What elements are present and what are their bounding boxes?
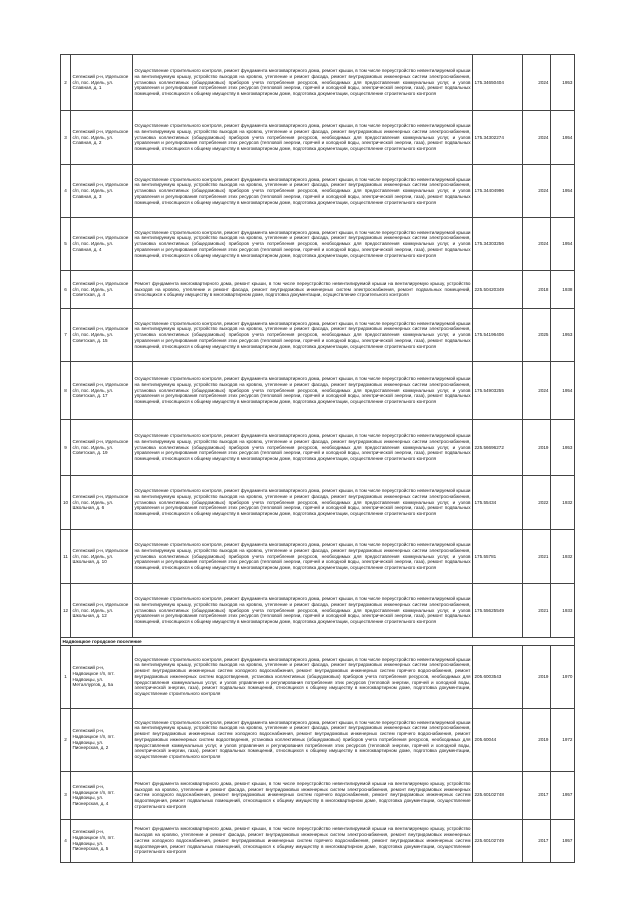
build-year-cell: 1933 <box>551 584 575 638</box>
address-cell: Сегежский р-н, Идельское с/п, пос. Идель, ул. Советская, д. 17 <box>71 362 133 420</box>
table-row <box>61 362 575 420</box>
row-number: 2 <box>61 708 71 771</box>
work-description-cell: Осуществление строительного контроля, ремонт фундамента многоквартирного дома, ремонт крыши, в том числе переустройство невентилируемой крыши на вентилируемую крышу, устройство выходов на кровлю, утепление и ремонт фасада, ремонт внутридомовых инженерных систем электроснабжения, установка коллективных (общедомовых) приборов учета потребления ресурсов, необходимых для предоставления коммунальных услуг, и узлов управления и регулирования потребления этих ресурсов (тепловой энергии, горячей и холодной воды, электрической энергии, газа), ремонт подвальных помещений, относящихся к общему имуществу в многоквартирном доме, подготовка документации, осуществление строительного контроля <box>133 584 473 638</box>
repair-year-cell: 2017 <box>523 771 551 819</box>
row-number: 4 <box>61 819 71 862</box>
address-cell: Сегежский р-н, Надвоицкое г/п, пгт. Надвоицы, ул. Пионерская, д. 2 <box>71 708 133 771</box>
cadastral-number-cell: 205.6003543 <box>473 645 523 708</box>
row-number: 11 <box>61 530 71 584</box>
repair-year-cell: 2025 <box>523 309 551 362</box>
address-cell: Сегежский р-н, Идельское с/п, пос. Идель, ул. Славная, д. 1 <box>71 55 133 111</box>
row-number: 3 <box>61 111 71 165</box>
cadastral-number-cell: 175.55781 <box>473 530 523 584</box>
build-year-cell: 1954 <box>551 362 575 420</box>
work-description-cell: Ремонт фундамента многоквартирного дома, ремонт крыши, в том числе переустройство невентилируемой крыши на вентилируемую крышу, устройство выходов на кровлю, утепление и ремонт фасада, ремонт внутридомовых инженерных систем электроснабжения, ремонт внутридомовых инженерных систем холодного водоснабжения, ремонт внутридомовых инженерных систем горячего водоснабжения, ремонт внутридомовых инженерных систем водоотведения, ремонт подвальных помещений, относящихся к общему имуществу в многоквартирном доме, подготовка документации, осуществление строительного контроля <box>133 819 473 862</box>
work-description-cell: Ремонт фундамента многоквартирного дома, ремонт крыши, в том числе переустройство невентилируемой крыши на вентилируемую крышу, устройство выходов на кровлю, утепление и ремонт фасада, ремонт внутридомовых инженерных систем электроснабжения, ремонт подвальных помещений, относящихся к общему имуществу в многоквартирном доме, подготовка документации, осуществление строительного контроля <box>133 271 473 309</box>
build-year-cell: 1972 <box>551 708 575 771</box>
cadastral-number-cell: 175.34650404 <box>473 55 523 111</box>
row-number: 6 <box>61 271 71 309</box>
row-number: 9 <box>61 420 71 476</box>
section-title: Надвоицкое городское поселение <box>61 638 575 646</box>
table-row <box>61 771 575 819</box>
cadastral-number-cell: 225.50420349 <box>473 271 523 309</box>
address-cell: Сегежский р-н, Надвоицкое г/п, пгт. Надвоицы, ул. Металлургов, д. 5а <box>71 645 133 708</box>
section-header <box>61 638 575 646</box>
build-year-cell: 1932 <box>551 530 575 584</box>
address-cell: Сегежский р-н, Идельское с/п, пос. Идель, ул. Школьная, д. 6 <box>71 476 133 530</box>
table-row <box>61 55 575 111</box>
address-cell: Сегежский р-н, Надвоицкое г/п, пгт. Надвоицы, ул. Пионерская, д. 5 <box>71 819 133 862</box>
cadastral-number-cell: 175.34404996 <box>473 165 523 218</box>
row-number: 3 <box>61 771 71 819</box>
address-cell: Сегежский р-н, Идельское с/п, пос. Идель, ул. Школьная, д. 12 <box>71 584 133 638</box>
build-year-cell: 1957 <box>551 771 575 819</box>
cadastral-number-cell: 175.34302274 <box>473 111 523 165</box>
repair-year-cell: 2021 <box>523 584 551 638</box>
build-year-cell: 1957 <box>551 819 575 862</box>
repair-year-cell: 2024 <box>523 362 551 420</box>
table-row <box>61 819 575 862</box>
row-number: 5 <box>61 218 71 271</box>
work-description-cell: Осуществление строительного контроля, ремонт фундамента многоквартирного дома, ремонт крыши, в том числе переустройство невентилируемой крыши на вентилируемую крышу, устройство выходов на кровлю, утепление и ремонт фасада, ремонт внутридомовых инженерных систем электроснабжения, ремонт внутридомовых инженерных систем холодного водоснабжения, ремонт внутридомовых инженерных систем горячего водоснабжения, ремонт внутридомовых инженерных систем водоотведения, установка коллективных (общедомовых) приборов учета потребления ресурсов, необходимых для предоставления коммунальных услуг, и узлов управления и регулирования потребления этих ресурсов (тепловой энергии, горячей и холодной воды, электрической энергии, газа), ремонт подвальных помещений, относящихся к общему имуществу в многоквартирном доме, подготовка документации, осуществление строительного контроля <box>133 645 473 708</box>
table-row <box>61 708 575 771</box>
table-row <box>61 271 575 309</box>
table-body-idel <box>61 55 575 638</box>
repair-year-cell: 2018 <box>523 271 551 309</box>
work-description-cell: Осуществление строительного контроля, ремонт фундамента многоквартирного дома, ремонт крыши, в том числе переустройство невентилируемой крыши на вентилируемую крышу, устройство выходов на кровлю, утепление и ремонт фасада, ремонт внутридомовых инженерных систем электроснабжения, установка коллективных (общедомовых) приборов учета потребления ресурсов, необходимых для предоставления коммунальных услуг, и узлов управления и регулирования потребления этих ресурсов (тепловой энергии, горячей и холодной воды, электрической энергии, газа), ремонт подвальных помещений, относящихся к общему имуществу в многоквартирном доме, подготовка документации, осуществление строительного контроля <box>133 420 473 476</box>
build-year-cell: 1953 <box>551 55 575 111</box>
row-number: 12 <box>61 584 71 638</box>
work-description-cell: Осуществление строительного контроля, ремонт фундамента многоквартирного дома, ремонт крыши, в том числе переустройство невентилируемой крыши на вентилируемую крышу, устройство выходов на кровлю, утепление и ремонт фасада, ремонт внутридомовых инженерных систем электроснабжения, установка коллективных (общедомовых) приборов учета потребления ресурсов, необходимых для предоставления коммунальных услуг, и узлов управления и регулирования потребления этих ресурсов (тепловой энергии, горячей и холодной воды, электрической энергии, газа), ремонт подвальных помещений, относящихся к общему имуществу в многоквартирном доме, подготовка документации, осуществление строительного контроля <box>133 476 473 530</box>
address-cell: Сегежский р-н, Идельское с/п, пос. Идель, ул. Славная, д. 2 <box>71 111 133 165</box>
repair-year-cell: 2019 <box>523 708 551 771</box>
table-row <box>61 218 575 271</box>
repair-year-cell: 2021 <box>523 530 551 584</box>
repair-year-cell: 2024 <box>523 55 551 111</box>
row-number: 7 <box>61 309 71 362</box>
work-description-cell: Осуществление строительного контроля, ремонт фундамента многоквартирного дома, ремонт крыши, в том числе переустройство невентилируемой крыши на вентилируемую крышу, устройство выходов на кровлю, утепление и ремонт фасада, ремонт внутридомовых инженерных систем электроснабжения, ремонт внутридомовых инженерных систем холодного водоснабжения, ремонт внутридомовых инженерных систем горячего водоснабжения, ремонт внутридомовых инженерных систем водоотведения, установка коллективных (общедомовых) приборов учета потребления ресурсов, необходимых для предоставления коммунальных услуг, и узлов управления и регулирования потребления этих ресурсов (тепловой энергии, горячей и холодной воды, электрической энергии, газа), ремонт подвальных помещений, относящихся к общему имуществу в многоквартирном доме, подготовка документации, осуществление строительного контроля <box>133 708 473 771</box>
address-cell: Сегежский р-н, Идельское с/п, пос. Идель, ул. Советская, д. 19 <box>71 420 133 476</box>
work-description-cell: Осуществление строительного контроля, ремонт фундамента многоквартирного дома, ремонт крыши, в том числе переустройство невентилируемой крыши на вентилируемую крышу, устройство выходов на кровлю, утепление и ремонт фасада, ремонт внутридомовых инженерных систем электроснабжения, установка коллективных (общедомовых) приборов учета потребления ресурсов, необходимых для предоставления коммунальных услуг, и узлов управления и регулирования потребления этих ресурсов (тепловой энергии, горячей и холодной воды, электрической энергии, газа), ремонт подвальных помещений, относящихся к общему имуществу в многоквартирном доме, подготовка документации, осуществление строительного контроля <box>133 111 473 165</box>
build-year-cell: 1932 <box>551 476 575 530</box>
work-description-cell: Осуществление строительного контроля, ремонт фундамента многоквартирного дома, ремонт крыши, в том числе переустройство невентилируемой крыши на вентилируемую крышу, устройство выходов на кровлю, утепление и ремонт фасада, ремонт внутридомовых инженерных систем электроснабжения, установка коллективных (общедомовых) приборов учета потребления ресурсов, необходимых для предоставления коммунальных услуг, и узлов управления и регулирования потребления этих ресурсов (тепловой энергии, горячей и холодной воды, электрической энергии, газа), ремонт подвальных помещений, относящихся к общему имуществу в многоквартирном доме, подготовка документации, осуществление строительного контроля <box>133 530 473 584</box>
housing-repair-table <box>60 54 575 863</box>
work-description-cell: Ремонт фундамента многоквартирного дома, ремонт крыши, в том числе переустройство невентилируемой крыши на вентилируемую крышу, устройство выходов на кровлю, утепление и ремонт фасада, ремонт внутридомовых инженерных систем электроснабжения, ремонт внутридомовых инженерных систем холодного водоснабжения, ремонт внутридомовых инженерных систем горячего водоснабжения, ремонт внутридомовых инженерных систем водоотведения, ремонт подвальных помещений, относящихся к общему имуществу в многоквартирном доме, подготовка документации, осуществление строительного контроля <box>133 771 473 819</box>
build-year-cell: 1970 <box>551 645 575 708</box>
cadastral-number-cell: 175.55625549 <box>473 584 523 638</box>
work-description-cell: Осуществление строительного контроля, ремонт фундамента многоквартирного дома, ремонт крыши, в том числе переустройство невентилируемой крыши на вентилируемую крышу, устройство выходов на кровлю, утепление и ремонт фасада, ремонт внутридомовых инженерных систем электроснабжения, установка коллективных (общедомовых) приборов учета потребления ресурсов, необходимых для предоставления коммунальных услуг, и узлов управления и регулирования потребления этих ресурсов (тепловой энергии, горячей и холодной воды, электрической энергии, газа), ремонт подвальных помещений, относящихся к общему имуществу в многоквартирном доме, подготовка документации, осуществление строительного контроля <box>133 55 473 111</box>
row-number: 2 <box>61 55 71 111</box>
table-row <box>61 645 575 708</box>
work-description-cell: Осуществление строительного контроля, ремонт фундамента многоквартирного дома, ремонт крыши, в том числе переустройство невентилируемой крыши на вентилируемую крышу, устройство выходов на кровлю, утепление и ремонт фасада, ремонт внутридомовых инженерных систем электроснабжения, установка коллективных (общедомовых) приборов учета потребления ресурсов, необходимых для предоставления коммунальных услуг, и узлов управления и регулирования потребления этих ресурсов (тепловой энергии, горячей и холодной воды, электрической энергии, газа), ремонт подвальных помещений, относящихся к общему имуществу в многоквартирном доме, подготовка документации, осуществление строительного контроля <box>133 165 473 218</box>
table-row <box>61 530 575 584</box>
cadastral-number-cell: 225.60102749 <box>473 819 523 862</box>
build-year-cell: 1953 <box>551 420 575 476</box>
row-number: 10 <box>61 476 71 530</box>
table-body-nadvoitsy <box>61 645 575 862</box>
work-description-cell: Осуществление строительного контроля, ремонт фундамента многоквартирного дома, ремонт крыши, в том числе переустройство невентилируемой крыши на вентилируемую крышу, устройство выходов на кровлю, утепление и ремонт фасада, ремонт внутридомовых инженерных систем электроснабжения, установка коллективных (общедомовых) приборов учета потребления ресурсов, необходимых для предоставления коммунальных услуг, и узлов управления и регулирования потребления этих ресурсов (тепловой энергии, горячей и холодной воды, электрической энергии, газа), ремонт подвальных помещений, относящихся к общему имуществу в многоквартирном доме, подготовка документации, осуществление строительного контроля <box>133 309 473 362</box>
table-row <box>61 584 575 638</box>
address-cell: Сегежский р-н, Идельское с/п, пос. Идель, ул. Школьная, д. 10 <box>71 530 133 584</box>
repair-year-cell: 2024 <box>523 111 551 165</box>
table-row <box>61 476 575 530</box>
repair-year-cell: 2022 <box>523 476 551 530</box>
cadastral-number-cell: 175.34303256 <box>473 218 523 271</box>
cadastral-number-cell: 225.56696272 <box>473 420 523 476</box>
address-cell: Сегежский р-н, Идельское с/п, пос. Идель, ул. Славная, д. 4 <box>71 218 133 271</box>
table-row <box>61 111 575 165</box>
repair-year-cell: 2019 <box>523 645 551 708</box>
repair-year-cell: 2019 <box>523 420 551 476</box>
repair-year-cell: 2024 <box>523 218 551 271</box>
address-cell: Сегежский р-н, Надвоицкое г/п, пгт. Надвоицы, ул. Пионерская, д. 4 <box>71 771 133 819</box>
repair-year-cell: 2024 <box>523 165 551 218</box>
row-number: 4 <box>61 165 71 218</box>
address-cell: Сегежский р-н, Идельское с/п, пос. Идель, ул. Славная, д. 3 <box>71 165 133 218</box>
build-year-cell: 1954 <box>551 111 575 165</box>
table-row <box>61 420 575 476</box>
repair-year-cell: 2017 <box>523 819 551 862</box>
cadastral-number-cell: 175.54903255 <box>473 362 523 420</box>
row-number: 8 <box>61 362 71 420</box>
build-year-cell: 1938 <box>551 271 575 309</box>
work-description-cell: Осуществление строительного контроля, ремонт фундамента многоквартирного дома, ремонт крыши, в том числе переустройство невентилируемой крыши на вентилируемую крышу, устройство выходов на кровлю, утепление и ремонт фасада, ремонт внутридомовых инженерных систем электроснабжения, установка коллективных (общедомовых) приборов учета потребления ресурсов, необходимых для предоставления коммунальных услуг, и узлов управления и регулирования потребления этих ресурсов (тепловой энергии, горячей и холодной воды, электрической энергии, газа), ремонт подвальных помещений, относящихся к общему имуществу в многоквартирном доме, подготовка документации, осуществление строительного контроля <box>133 362 473 420</box>
row-number: 1 <box>61 645 71 708</box>
table-row <box>61 309 575 362</box>
build-year-cell: 1953 <box>551 309 575 362</box>
cadastral-number-cell: 225.60102748 <box>473 771 523 819</box>
build-year-cell: 1954 <box>551 165 575 218</box>
table-row <box>61 165 575 218</box>
address-cell: Сегежский р-н, Идельское с/п, пос. Идель, ул. Советская, д. 15 <box>71 309 133 362</box>
cadastral-number-cell: 205.60044 <box>473 708 523 771</box>
address-cell: Сегежский р-н, Идельское с/п, пос. Идель, ул. Советская, д. 4 <box>71 271 133 309</box>
work-description-cell: Осуществление строительного контроля, ремонт фундамента многоквартирного дома, ремонт крыши, в том числе переустройство невентилируемой крыши на вентилируемую крышу, устройство выходов на кровлю, утепление и ремонт фасада, ремонт внутридомовых инженерных систем электроснабжения, установка коллективных (общедомовых) приборов учета потребления ресурсов, необходимых для предоставления коммунальных услуг, и узлов управления и регулирования потребления этих ресурсов (тепловой энергии, горячей и холодной воды, электрической энергии, газа), ремонт подвальных помещений, относящихся к общему имуществу в многоквартирном доме, подготовка документации, осуществление строительного контроля <box>133 218 473 271</box>
build-year-cell: 1954 <box>551 218 575 271</box>
cadastral-number-cell: 175.54196406 <box>473 309 523 362</box>
cadastral-number-cell: 175.55434 <box>473 476 523 530</box>
